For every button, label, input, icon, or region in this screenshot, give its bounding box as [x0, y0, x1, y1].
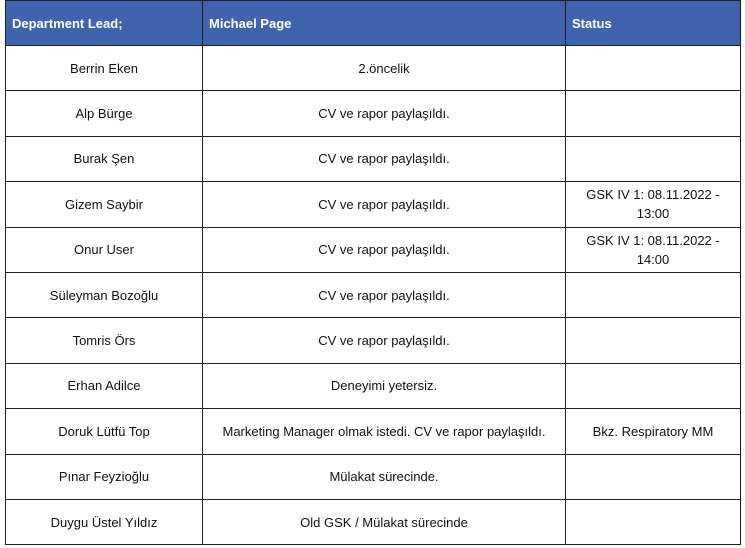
- table-row: [6, 454, 741, 499]
- note-cell[interactable]: Old GSK / Mülakat sürecinde: [203, 499, 566, 544]
- name-cell[interactable]: Süleyman Bozoğlu: [6, 272, 203, 317]
- table-row: [6, 409, 741, 454]
- column-header-michael-page[interactable]: Michael Page: [203, 1, 566, 46]
- table-row: [6, 136, 741, 181]
- status-cell[interactable]: [566, 318, 741, 363]
- candidate-table: [5, 0, 741, 545]
- name-cell[interactable]: Pınar Feyzioğlu: [6, 454, 203, 499]
- table-row: [6, 363, 741, 408]
- table-row: [6, 91, 741, 136]
- status-cell[interactable]: [566, 91, 741, 136]
- note-cell[interactable]: Marketing Manager olmak istedi. CV ve rapor paylaşıldı.: [203, 409, 566, 454]
- status-cell[interactable]: [566, 363, 741, 408]
- table-row: [6, 46, 741, 91]
- note-cell[interactable]: Deneyimi yetersiz.: [203, 363, 566, 408]
- table-row: [6, 318, 741, 363]
- note-cell[interactable]: CV ve rapor paylaşıldı.: [203, 318, 566, 363]
- note-cell[interactable]: CV ve rapor paylaşıldı.: [203, 272, 566, 317]
- name-cell[interactable]: Gizem Saybir: [6, 182, 203, 227]
- status-cell[interactable]: GSK IV 1: 08.11.2022 - 13:00: [566, 182, 741, 227]
- note-cell[interactable]: CV ve rapor paylaşıldı.: [203, 227, 566, 272]
- table-row: [6, 499, 741, 544]
- status-cell[interactable]: [566, 454, 741, 499]
- name-cell[interactable]: Doruk Lütfü Top: [6, 409, 203, 454]
- name-cell[interactable]: Onur User: [6, 227, 203, 272]
- name-cell[interactable]: Duygu Üstel Yıldız: [6, 499, 203, 544]
- column-header-status[interactable]: Status: [566, 1, 741, 46]
- name-cell[interactable]: Berrin Eken: [6, 46, 203, 91]
- name-cell[interactable]: Burak Şen: [6, 136, 203, 181]
- name-cell[interactable]: Tomris Örs: [6, 318, 203, 363]
- header-row: [6, 1, 741, 46]
- status-cell[interactable]: [566, 136, 741, 181]
- status-cell[interactable]: [566, 499, 741, 544]
- status-cell[interactable]: Bkz. Respiratory MM: [566, 409, 741, 454]
- table-row: [6, 272, 741, 317]
- status-cell[interactable]: [566, 46, 741, 91]
- column-header-department-lead[interactable]: Department Lead;: [6, 1, 203, 46]
- note-cell[interactable]: CV ve rapor paylaşıldı.: [203, 91, 566, 136]
- name-cell[interactable]: Alp Bürge: [6, 91, 203, 136]
- note-cell[interactable]: CV ve rapor paylaşıldı.: [203, 136, 566, 181]
- note-cell[interactable]: 2.öncelik: [203, 46, 566, 91]
- note-cell[interactable]: Mülakat sürecinde.: [203, 454, 566, 499]
- table-row: [6, 227, 741, 272]
- status-cell[interactable]: GSK IV 1: 08.11.2022 - 14:00: [566, 227, 741, 272]
- status-cell[interactable]: [566, 272, 741, 317]
- table-row: [6, 182, 741, 227]
- note-cell[interactable]: CV ve rapor paylaşıldı.: [203, 182, 566, 227]
- name-cell[interactable]: Erhan Adilce: [6, 363, 203, 408]
